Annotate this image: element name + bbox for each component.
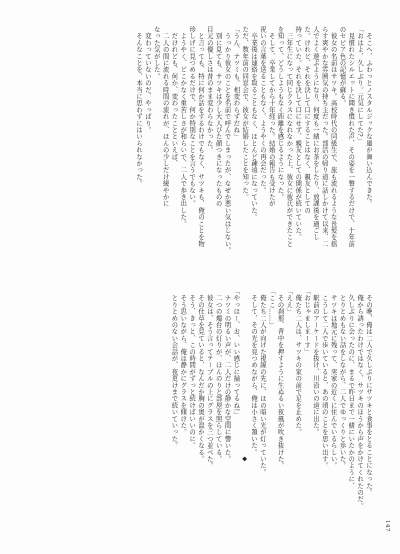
text-line: なった気がした。 <box>152 26 160 80</box>
text-line: 三年生になって同じクラスになれなかった上、彼女に彼氏ができたこと <box>285 26 293 248</box>
text-line: 持っていた。それを決して口にせず、親友としての関係が続いていた。 <box>294 26 302 241</box>
text-line: 「おじゃましまーす」 <box>303 288 311 355</box>
lower-text-block <box>40 288 372 532</box>
text-line: 久しぶりに会ったのに、まるで昨日まで一緒にいたかのように、 <box>347 288 355 489</box>
text-line: サツキは地元に残って、実家の近くに住んでいるらしい。 <box>329 288 337 469</box>
text-line: そんなことを、本当に思わずにはいられなかった。 <box>135 26 143 187</box>
text-line: 卒業後は連絡を取ることもなく、ほとんど疎遠になっていた。 <box>250 26 258 221</box>
text-line: 人でよく遊ぶようになり、何度も一緒にお茶をしたり、放課後を過ごし <box>311 26 319 241</box>
text-line: うっかり彼女のことを名前で呼んでしまったが、なぜか悪い気はしない。 <box>223 26 231 254</box>
text-line: 目元の優しさは昔のまま変わらなかった。 <box>205 26 213 154</box>
page-number: 147 <box>384 520 390 532</box>
text-line: ◆ <box>241 288 249 463</box>
text-line: 「おはよ、久しぶり。元気にしてた?」 <box>356 26 364 144</box>
text-line: 俺たち二人は、サツキの家の前で足を止めた。 <box>294 288 302 436</box>
text-line: らす爽やかな雰囲気の持ち主だった。部活の帰り道に話しかけて以来、二 <box>320 26 328 248</box>
text-line: その刹那、背中を押すように生ぬるい夜風が吹き抜けた。 <box>276 288 284 469</box>
text-line: ナツミの明るい声が、二人だけの静かな空間に響いた。 <box>223 288 231 463</box>
text-line: そして、卒業してから十年経った。結婚の報告も受けたが <box>267 26 275 207</box>
text-line: こうして二人で歩いていると、あの頃のことを思い出す。 <box>320 288 328 469</box>
text-line: 「うん、ナツミも。相変わらずだね」 <box>232 26 240 140</box>
text-line: そこへ、ふわっとノスタルジックな風が舞い込んできた。 <box>365 26 372 207</box>
text-line: 俺から誘ったわけではなく、サツキのほうから声をかけてくれたのだ。 <box>356 288 364 510</box>
text-line: 「ええ」 <box>285 288 293 315</box>
text-line: そして、その光を見つめながら、俺は小さく頷いた。 <box>250 288 258 456</box>
text-line: ようやく、どこかなく重苦しさが和らいで、二人で歩き出した。 <box>179 26 187 227</box>
text-line: その仕草を見ていると、なんだか胸の奥が温かくなる。 <box>196 288 204 463</box>
text-line: 「ここ……」 <box>267 288 275 329</box>
text-line: のセピア色の記憶が蘇る。 <box>338 26 346 107</box>
text-line: 見慣れたシルエットに聞き慣れた声、その姿を一瞥するだけで、十年前 <box>347 26 355 248</box>
text-line: 珍しげに見つめるだけで、何か特別なことを言うでもない。 <box>188 26 196 207</box>
text-line: 駅前のアーケードを抜け、川沿いの道に出た。 <box>311 288 319 436</box>
text-line: 彼女の名前はサツキ。高校時代の同級生で、旅も流れるような長髪を揺 <box>329 26 337 248</box>
text-line: と言っても、特に何か話をするわけでもなく、サツキも、俺のことを物 <box>196 26 204 248</box>
text-line: とりとめもない話をしながら、二人でゆっくりと歩いた。 <box>338 288 346 469</box>
text-line: とりとめのない会話が、夜更けまで続いていった。 <box>170 288 178 449</box>
text-line: 二つの燭台の灯りが、ほんのりと部屋を照らしている。 <box>214 288 222 463</box>
text-line: 彼女は、そう言ってテーブルの上にグラスを三つ並べた。 <box>205 288 213 469</box>
text-line: 別に見ても、サツキは少し大人びた顔つきになったものの <box>214 26 222 207</box>
text-line: ただ、数年前の同窓会で、彼女が結婚したことを知った。 <box>241 26 249 201</box>
text-line: 祝いの言葉を送ることもなく、ようやくの再会だった。 <box>258 26 266 194</box>
text-line: 変わっていないのだ、やっぱり。 <box>143 26 151 134</box>
text-line: を知って、どうしようもなく距離を感じるようになった。 <box>276 26 284 201</box>
text-line: その晩、俺は二人で久しぶりにサツキと食事をとることになった。 <box>365 288 372 496</box>
upper-text-block <box>40 26 372 270</box>
text-line: た。けれど、それを決して口にすることはなく、親友としての <box>303 26 311 214</box>
text-line: 俺たち二人が向けた視線の先に、ほの暗い光が灯っていた。 <box>258 288 266 476</box>
text-line: だけれども、何か、変わったことといえば、 <box>170 26 178 167</box>
text-line: そう思いながら、俺は静かにグラスを傾けた。 <box>179 288 187 436</box>
text-line: 「やっほー、お、いい感じに揃ってるね!」 <box>232 288 240 419</box>
text-line: 二人の間に流れる時間の流れが、ほんの少しだけ緩やかに <box>161 26 169 207</box>
text-line: そう、きっと、この時間がずっと続けばいいのに。 <box>188 288 196 449</box>
